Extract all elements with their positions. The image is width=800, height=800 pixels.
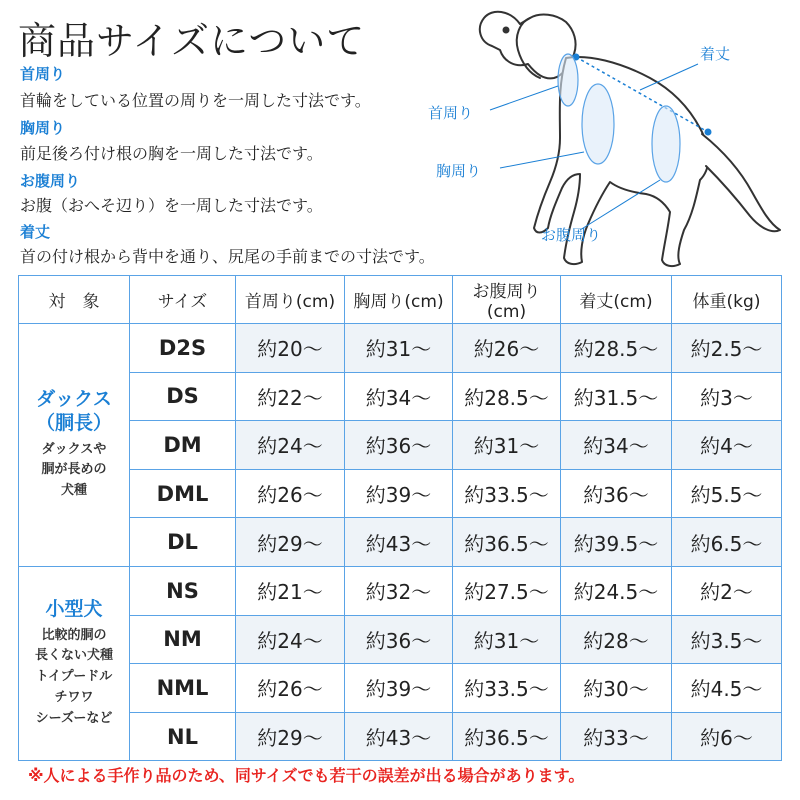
length-value: 約36～	[561, 469, 672, 518]
table-row	[19, 469, 782, 518]
group-note: 犬種	[60, 483, 87, 499]
length-value: 約33～	[561, 712, 672, 761]
size-code: NS	[130, 566, 236, 615]
neck-value: 約20～	[236, 324, 345, 373]
definition-term-length: 着丈	[20, 223, 51, 241]
size-code: DM	[130, 421, 236, 470]
weight-value: 約3～	[672, 372, 782, 421]
diagram-label-length: 着丈	[700, 45, 731, 63]
weight-value: 約4～	[672, 421, 782, 470]
length-value: 約34～	[561, 421, 672, 470]
diagram-label-neck: 首周り	[428, 104, 474, 122]
definition-term-chest: 胸周り	[20, 119, 66, 137]
chest-value: 約43～	[345, 712, 453, 761]
page-title: 商品サイズについて	[18, 19, 366, 63]
belly-value: 約33.5～	[453, 469, 561, 518]
definition-term-neck: 首周り	[20, 65, 66, 83]
belly-value: 約31～	[453, 421, 561, 470]
header-belly: お腹周り(cm)	[453, 276, 561, 324]
belly-value: 約36.5～	[453, 712, 561, 761]
neck-value: 約26～	[236, 664, 345, 713]
weight-value: 約4.5～	[672, 664, 782, 713]
belly-value: 約27.5～	[453, 566, 561, 615]
size-code: NL	[130, 712, 236, 761]
table-row	[19, 421, 782, 470]
neck-value: 約22～	[236, 372, 345, 421]
size-code: D2S	[130, 324, 236, 373]
neck-value: 約24～	[236, 615, 345, 664]
table-row	[19, 324, 782, 373]
size-code: NML	[130, 664, 236, 713]
weight-value: 約2.5～	[672, 324, 782, 373]
group-note: 長くない犬種	[34, 648, 113, 664]
group-cell-dachshund	[19, 324, 130, 567]
weight-value: 約6～	[672, 712, 782, 761]
definition-term-belly: お腹周り	[20, 172, 81, 190]
definition-desc-belly: お腹（おへそ辺り）を一周した寸法です。	[20, 196, 323, 215]
table-row	[19, 372, 782, 421]
group-note: 比較的胴の	[41, 627, 107, 643]
length-value: 約28.5～	[561, 324, 672, 373]
belly-value: 約31～	[453, 615, 561, 664]
neck-value: 約24～	[236, 421, 345, 470]
group-name-sub: （胴長）	[35, 411, 112, 434]
definition-desc-chest: 前足後ろ付け根の胸を一周した寸法です。	[20, 144, 323, 163]
length-value: 約28～	[561, 615, 672, 664]
size-code: NM	[130, 615, 236, 664]
chest-value: 約43～	[345, 518, 453, 567]
size-code: DS	[130, 372, 236, 421]
dog-measurement-diagram	[470, 2, 800, 280]
table-row	[19, 664, 782, 713]
chest-value: 約32～	[345, 566, 453, 615]
length-value: 約31.5～	[561, 372, 672, 421]
size-code: DML	[130, 469, 236, 518]
belly-value: 約26～	[453, 324, 561, 373]
header-length: 着丈(cm)	[561, 276, 672, 324]
belly-value: 約33.5～	[453, 664, 561, 713]
length-value: 約30～	[561, 664, 672, 713]
neck-value: 約21～	[236, 566, 345, 615]
chest-value: 約34～	[345, 372, 453, 421]
diagram-label-belly: お腹周り	[541, 226, 602, 244]
header-weight: 体重(kg)	[672, 276, 782, 324]
group-note: トイプードル	[35, 669, 113, 685]
table-header-row	[19, 276, 782, 324]
group-cell-small-dog	[19, 566, 130, 760]
neck-value: 約26～	[236, 469, 345, 518]
table-row	[19, 566, 782, 615]
header-target: 対 象	[19, 276, 130, 324]
chest-value: 約39～	[345, 469, 453, 518]
definition-desc-neck: 首輪をしている位置の周りを一周した寸法です。	[20, 91, 371, 110]
header-neck: 首周り(cm)	[236, 276, 345, 324]
header-size: サイズ	[130, 276, 236, 324]
table-row	[19, 518, 782, 567]
table-row	[19, 712, 782, 761]
chest-value: 約36～	[345, 421, 453, 470]
neck-value: 約29～	[236, 712, 345, 761]
group-name: 小型犬	[45, 597, 103, 620]
belly-value: 約28.5～	[453, 372, 561, 421]
size-code: DL	[130, 518, 236, 567]
group-name: ダックス	[36, 388, 112, 411]
length-value: 約39.5～	[561, 518, 672, 567]
group-note: チワワ	[54, 689, 94, 705]
dog-outline-icon	[480, 12, 780, 266]
group-note: ダックスや	[41, 441, 107, 457]
chest-value: 約39～	[345, 664, 453, 713]
weight-value: 約3.5～	[672, 615, 782, 664]
length-value: 約24.5～	[561, 566, 672, 615]
group-note: 胴が長めの	[41, 462, 107, 478]
header-chest: 胸周り(cm)	[345, 276, 453, 324]
footnote-warning: ※人による手作り品のため、同サイズでも若干の誤差が出る場合があります。	[28, 766, 585, 785]
belly-value: 約36.5～	[453, 518, 561, 567]
definition-desc-length: 首の付け根から背中を通り、尻尾の手前までの寸法です。	[20, 247, 435, 266]
chest-value: 約31～	[345, 324, 453, 373]
table-row	[19, 615, 782, 664]
weight-value: 約5.5～	[672, 469, 782, 518]
diagram-label-chest: 胸周り	[436, 162, 482, 180]
group-note: シーズーなど	[35, 710, 113, 726]
size-table	[18, 275, 782, 761]
weight-value: 約2～	[672, 566, 782, 615]
chest-value: 約36～	[345, 615, 453, 664]
neck-value: 約29～	[236, 518, 345, 567]
weight-value: 約6.5～	[672, 518, 782, 567]
